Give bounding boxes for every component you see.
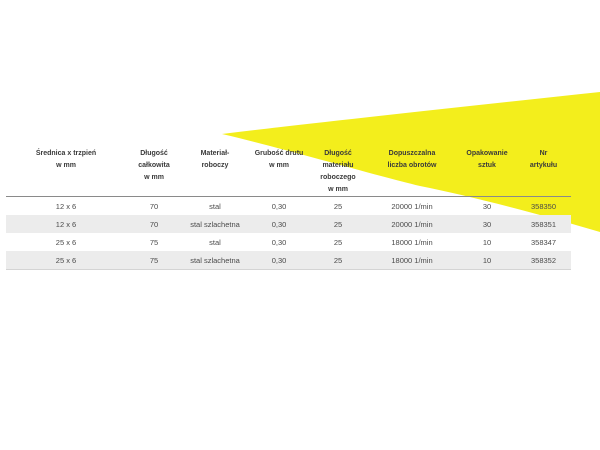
cell-diameter: 25 x 6 <box>55 237 77 247</box>
cell-max-rpm: 20000 1/min <box>391 201 433 211</box>
cell-material-length: 25 <box>310 215 366 233</box>
cell-package: 30 <box>458 215 516 233</box>
header-diameter-shank: Średnica x trzpień w mm <box>35 150 97 169</box>
cell-material: stal szlachetna <box>182 215 248 233</box>
header-wire-thickness: Grubość drutu w mm <box>254 150 304 169</box>
cell-wire-thickness: 0,30 <box>248 215 310 233</box>
table-row <box>6 197 571 216</box>
cell-package: 10 <box>482 237 492 247</box>
cell-max-rpm: 20000 1/min <box>366 215 458 233</box>
cell-package: 30 <box>482 201 492 211</box>
cell-material-length: 25 <box>310 251 366 270</box>
cell-wire-thickness: 0,30 <box>271 237 287 247</box>
cell-material-length: 25 <box>333 237 343 247</box>
table-row <box>6 233 571 251</box>
cell-article-number: 358352 <box>516 251 571 270</box>
header-total-length: Długość całkowita w mm <box>138 150 170 181</box>
cell-article-number: 358347 <box>530 237 557 247</box>
cell-diameter: 25 x 6 <box>6 251 126 270</box>
cell-material: stal <box>209 237 221 247</box>
cell-diameter: 12 x 6 <box>6 215 126 233</box>
cell-material: stal szlachetna <box>182 251 248 270</box>
cell-wire-thickness: 0,30 <box>248 251 310 270</box>
cell-length: 70 <box>126 215 182 233</box>
header-article-number: Nr artykułu <box>529 150 558 169</box>
product-spec-table <box>6 148 571 270</box>
header-max-rpm: Dopuszczalna liczba obrotów <box>387 150 437 169</box>
header-package-quantity: Opakowanie sztuk <box>466 150 508 169</box>
cell-max-rpm: 18000 1/min <box>391 237 433 247</box>
cell-diameter: 12 x 6 <box>55 201 77 211</box>
cell-material-length: 25 <box>333 201 343 211</box>
cell-material: stal <box>209 201 221 211</box>
table-row <box>6 215 571 233</box>
cell-package: 10 <box>458 251 516 270</box>
table-header-row <box>6 148 571 197</box>
cell-wire-thickness: 0,30 <box>271 201 287 211</box>
cell-length: 75 <box>126 251 182 270</box>
table-row <box>6 251 571 270</box>
cell-max-rpm: 18000 1/min <box>366 251 458 270</box>
cell-length: 70 <box>149 201 159 211</box>
cell-length: 75 <box>149 237 159 247</box>
cell-article-number: 358351 <box>516 215 571 233</box>
header-working-material-length: Długość materiału roboczego w mm <box>320 150 356 193</box>
header-working-material: Materiał- roboczy <box>200 150 230 169</box>
cell-article-number: 358350 <box>530 201 557 211</box>
